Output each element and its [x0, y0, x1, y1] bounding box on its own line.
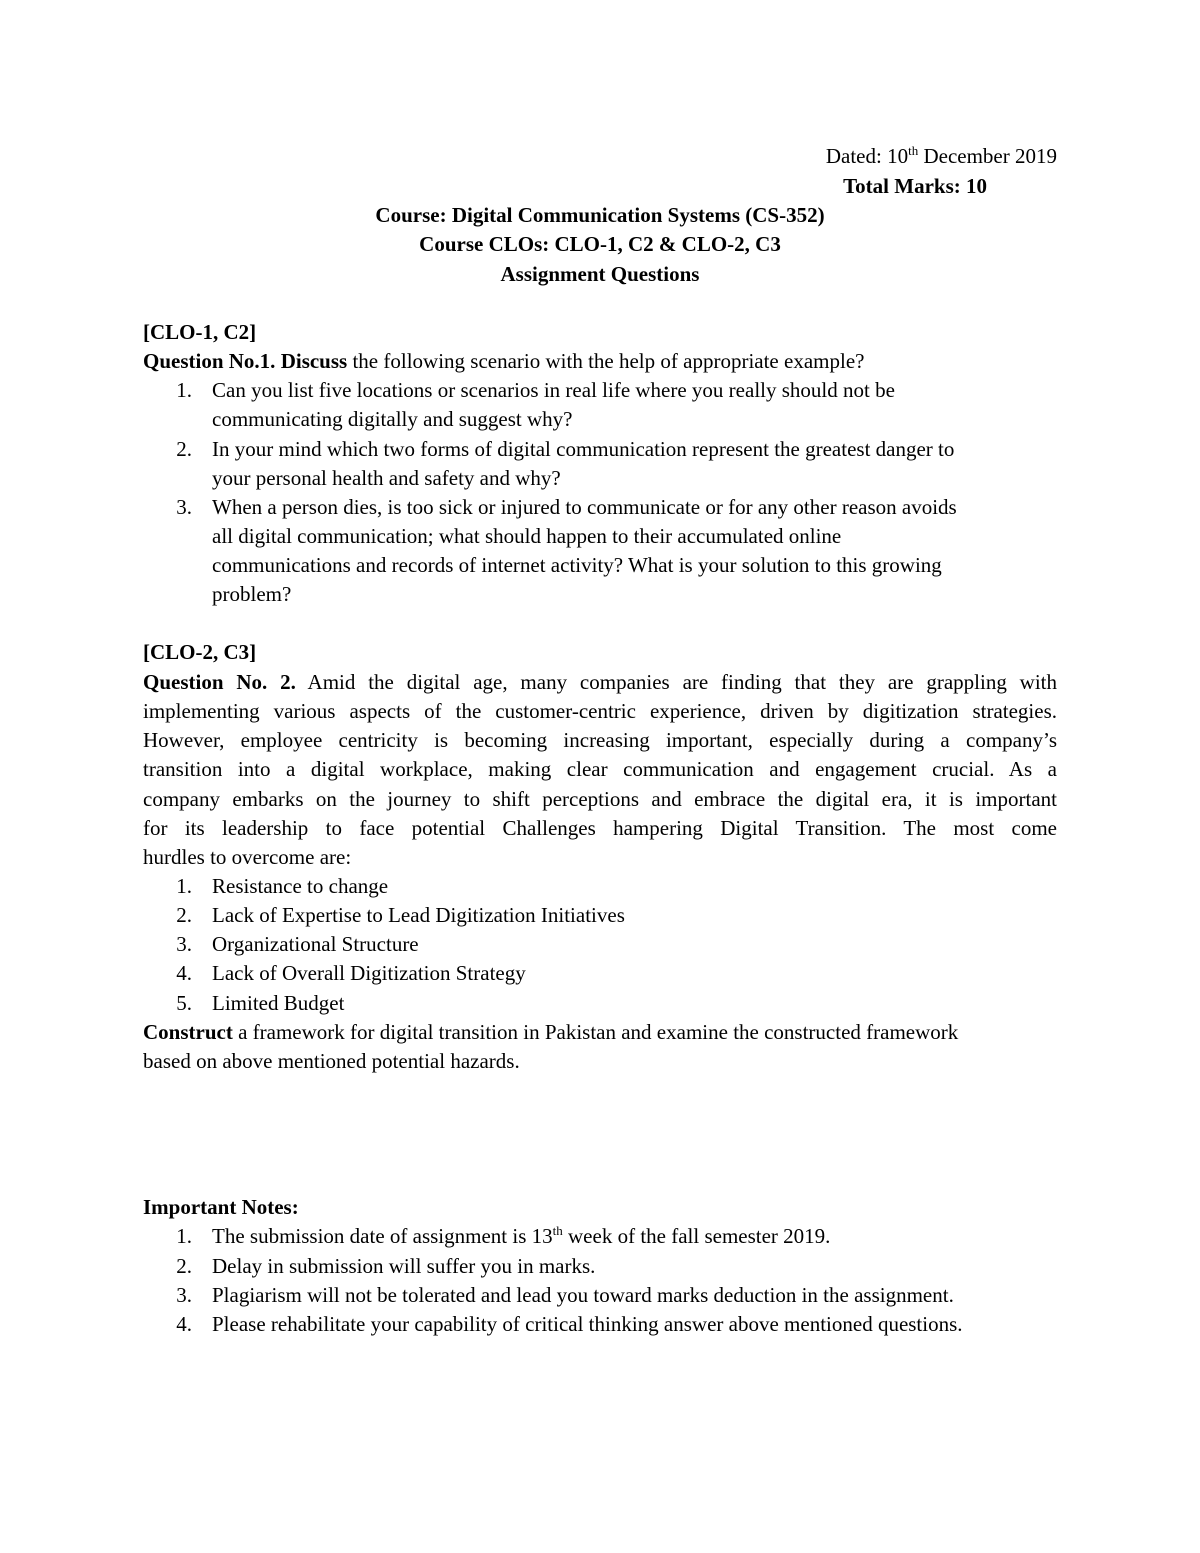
note-3-number: 3. [176, 1283, 192, 1307]
q1-item-3-line4: problem? [212, 582, 292, 606]
q1-item-3-line3: communications and records of internet activity? What is your solution to this growing [212, 553, 942, 577]
q2-item-1: Resistance to change [212, 874, 389, 898]
note-1: The submission date of assignment is 13th week of the fall semester 2019. [212, 1223, 831, 1248]
q1-item-3-line1: When a person dies, is too sick or injured to communicate or for any other reason avoids [212, 495, 957, 519]
q2-item-4: Lack of Overall Digitization Strategy [212, 961, 526, 985]
dated-line: Dated: 10th December 2019 [825, 143, 1057, 168]
q1-item-2-line2: your personal health and safety and why? [212, 466, 561, 490]
q1-item-1-line2: communicating digitally and suggest why? [212, 407, 573, 431]
total-marks: Total Marks: 10 [843, 174, 987, 198]
question2-line1: Question No. 2. Amid the digital age, many companies are finding that they are grappling with [143, 670, 1057, 694]
section1-tag: [CLO-1, C2] [143, 320, 257, 344]
question2-line2: implementing various aspects of the customer-centric experience, driven by digitization strategies. [143, 699, 1057, 723]
q1-item-2-line1: In your mind which two forms of digital communication represent the greatest danger to [212, 437, 955, 461]
question2-line3: However, employee centricity is becoming increasing important, especially during a company’s [143, 728, 1057, 752]
construct-line1: Construct a framework for digital transition in Pakistan and examine the constructed framework [143, 1020, 959, 1044]
note-1-number: 1. [176, 1224, 192, 1248]
q2-item-2-number: 2. [176, 903, 192, 927]
q2-item-3-number: 3. [176, 932, 192, 956]
q2-item-1-number: 1. [176, 874, 192, 898]
question2-line4: transition into a digital workplace, making clear communication and engagement crucial. As a [143, 757, 1057, 781]
question2-line5: company embarks on the journey to shift perceptions and embrace the digital era, it is important [143, 787, 1057, 811]
q2-item-5-number: 5. [176, 991, 192, 1015]
notes-title: Important Notes: [143, 1195, 299, 1219]
course-clos: Course CLOs: CLO-1, C2 & CLO-2, C3 [419, 232, 781, 256]
question1-line: Question No.1. Discuss the following scenario with the help of appropriate example? [143, 349, 865, 373]
note-2-number: 2. [176, 1254, 192, 1278]
q1-item-2-number: 2. [176, 437, 192, 461]
section2-tag: [CLO-2, C3] [143, 640, 257, 664]
q2-item-3: Organizational Structure [212, 932, 419, 956]
note-3: Plagiarism will not be tolerated and lead you toward marks deduction in the assignment. [212, 1283, 954, 1307]
note-2: Delay in submission will suffer you in marks. [212, 1254, 596, 1278]
note-4-number: 4. [176, 1312, 192, 1336]
course-title: Course: Digital Communication Systems (CS-352) [375, 203, 825, 227]
q2-item-2: Lack of Expertise to Lead Digitization Initiatives [212, 903, 625, 927]
q2-item-5: Limited Budget [212, 991, 345, 1015]
question2-line7: hurdles to overcome are: [143, 845, 352, 869]
note-4: Please rehabilitate your capability of critical thinking answer above mentioned questions. [212, 1312, 963, 1336]
construct-line2: based on above mentioned potential hazards. [143, 1049, 520, 1073]
q1-item-1-line1: Can you list five locations or scenarios in real life where you really should not be [212, 378, 895, 402]
assignment-title: Assignment Questions [500, 262, 700, 286]
q2-item-4-number: 4. [176, 961, 192, 985]
q1-item-3-number: 3. [176, 495, 192, 519]
q1-item-1-number: 1. [176, 378, 192, 402]
question2-line6: for its leadership to face potential Challenges hampering Digital Transition. The most come [143, 816, 1057, 840]
q1-item-3-line2: all digital communication; what should happen to their accumulated online [212, 524, 842, 548]
